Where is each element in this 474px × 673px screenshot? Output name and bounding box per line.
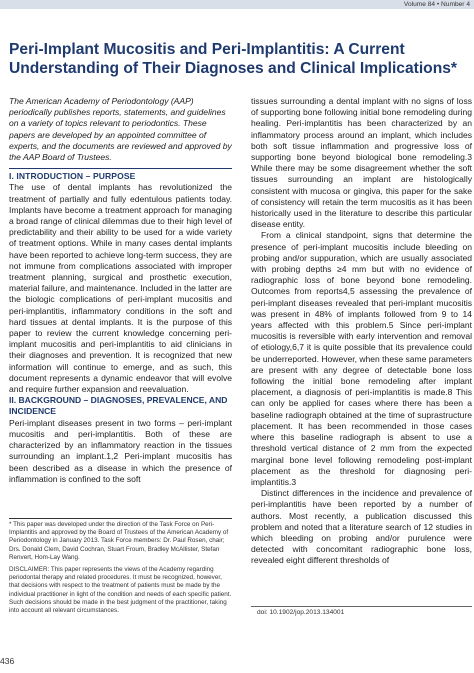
footnote-task-force: * This paper was developed under the direction of the Task Force on Peri-Implantitis and approved by the Board of Trustees of the American Academy of Periodontology in January 2013. Task Force members: Dr. Paul Rosen, chair; Drs. Donald Clem, David Cochran, Stuart Froum, Bradley McAllister, Stefan Renvert, Hom-Lay Wang. [9, 521, 229, 561]
right-column [251, 96, 472, 567]
header-bar [0, 0, 474, 9]
introduction-paragraph: The use of dental implants has revolutionized the treatment of partially and fully edentulous patients today. Implants have become a treatment approach for managing a broad range of clinical dilemmas due to their high level of predictability and their ability to be used for a wide variety of treatment options. While in many cases dental implants have been reported to achieve long-term success, they are not immune from complications associated with improper treatment planning, surgical and prosthetic execution, material failure, and maintenance. Included in the latter are the biologic complications of peri-implant mucositis and peri-implantitis, inflammatory conditions in the soft and hard tissues at dental implants. It is the purpose of this paper to review the current knowledge concerning peri-implant mucositis and peri-implantitis to aid clinicians in their diagnoses and prevention. It is recognized that new information will continue to emerge, and as such, this document represents a dynamic endeavor that will evolve and require further expansion and reevaluation. [9, 182, 232, 395]
body-paragraph-2: From a clinical standpoint, signs that determine the presence of peri-implant mucositis include bleeding on probing and/or suppuration, which are usually associated with probing depths ≥4 mm but with no evidence of radiographic loss of bone beyond bone remodeling. Outcomes from reports4,5 assessing the prevalence of peri-implant diseases revealed that peri-implant mucositis was present in 48% of implants followed from 9 to 14 years affected with this problem.5 Since peri-implant mucositis is reversible with early intervention and removal of etiology,6,7 it is quite possible that its prevalence could be underreported. However, when these same parameters are present with any degree of detectable bone loss following the initial bone remodeling after implant placement, a diagnosis of peri-implantitis is made.8 This can only be applied for cases where there has been a baseline radiograph obtained at the time of suprastructure placement. It has been recommended in those cases where this baseline radiograph is absent to use a threshold vertical distance of 2 mm from the expected marginal bone level following remodeling post-implant placement as the threshold for diagnosing peri-implantitis.3 [251, 230, 472, 487]
article-title: Peri-Implant Mucositis and Peri-Implantitis: A Current Understanding of Their Diagnoses and Clinical Implications* [9, 41, 457, 77]
footnotes [9, 518, 232, 619]
intro-paragraph: The American Academy of Periodontology (AAP) periodically publishes reports, statements, and guidelines on a variety of topics relevant to periodontics. These papers are developed by an appointed committee of experts, and the documents are reviewed and approved by the AAP Board of Trustees. [9, 96, 232, 163]
doi-link[interactable]: doi: 10.1902/jop.2013.134001 [257, 609, 345, 616]
left-column [9, 96, 232, 485]
page-number: 436 [0, 656, 15, 666]
body-paragraph-3: Distinct differences in the incidence and prevalence of peri-implantitis have been reported by a number of authors. Most recently, a publication discussed this problem and noted that a literature search of 12 studies in which bleeding on probing and/or purulence were detected with concomitant radiographic bone loss, revealed eight different thresholds of [251, 488, 472, 566]
doi-divider [251, 606, 472, 607]
footnote-disclaimer: DISCLAIMER: This paper represents the views of the Academy regarding periodontal therapy and related procedures. It must be recognized, however, that decisions with respect to the treatment of patients must be made by the individual practitioner in light of the condition and needs of each specific patient. Such decisions should be made in the best judgment of the practitioner, taking into account all relevant circumstances. [9, 566, 232, 615]
volume-label: Volume 84 • Number 4 [403, 1, 470, 8]
section-heading-introduction: I. INTRODUCTION – PURPOSE [9, 168, 232, 182]
body-paragraph-1: tissues surrounding a dental implant with no signs of loss of supporting bone following initial bone remodeling during healing. Peri-implantitis has been characterized by an inflammatory process around an implant, which includes both soft tissue inflammation and progressive loss of supporting bone beyond biological bone remodeling.3 While there may be some disagreement whether the soft tissues surrounding an implant are histologically consistent with mucosa or gingiva, this paper for the sake of consistency will retain the term mucositis as it has been historically used in the literature to describe this particular disease entity. [251, 96, 472, 230]
section-heading-background: II. BACKGROUND – DIAGNOSES, PREVALENCE, AND INCIDENCE [9, 395, 228, 417]
background-paragraph: Peri-implant diseases present in two forms – peri-implant mucositis and peri-implantitis. Both of these are characterized by an inflammatory reaction in the tissues surrounding an implant.1,2 Peri-implant mucositis has been described as a disease in which the presence of inflammation is confined to the soft [9, 417, 232, 484]
